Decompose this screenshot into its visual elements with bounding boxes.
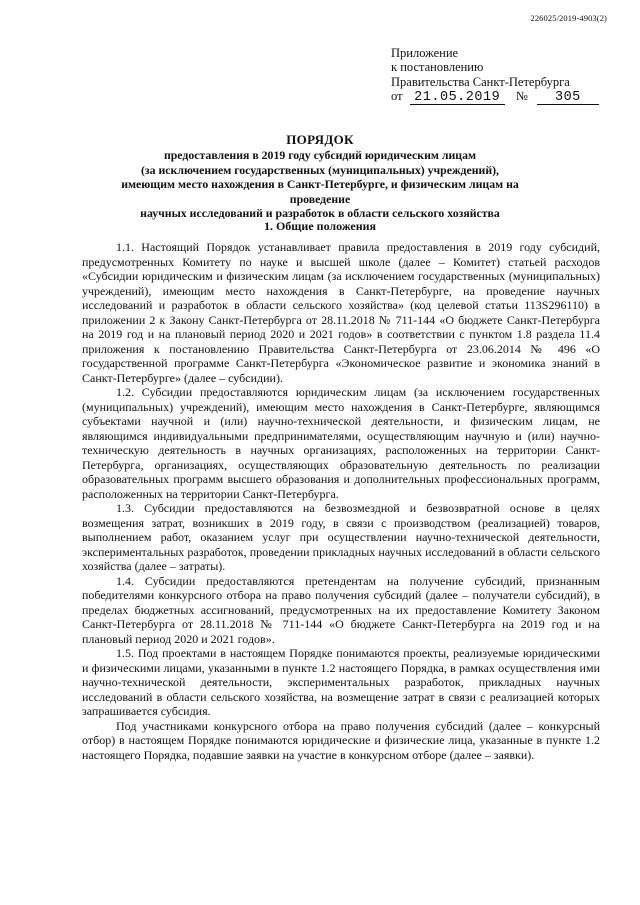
attachment-line-3: Правительства Санкт-Петербурга [391,74,570,89]
paragraph-1-5: 1.5. Под проектами в настоящем Порядке понимаются проекты, реализуемые юридическими и физическими лицами, указанными в пункте 1.2 настоящего Порядка, в рамках осуществления ими научно-технической деятельности, экспериментальных разработок, прикладных научных исследований в области сельского хозяйства, на возмещение затрат в связи с реализацией которых запрашивается субсидия. [82,646,600,718]
from-label: от [391,89,403,104]
subtitle-line: предоставления в 2019 году субсидий юридическим лицам [163,148,477,162]
document-subtitle [110,148,530,221]
paragraph-1-2: 1.2. Субсидии предоставляются юридическим лицам (за исключением государственных (муниципальных) учреждений), имеющим место нахождения в Санкт-Петербурге, являющимся субъектами научной и (или) научно-технической деятельности, и физическим лицам, не являющимся индивидуальными предпринимателями, осуществляющим научную и (или) научно-техническую деятельность в научных организациях, расположенных на территории Санкт-Петербурга, организациях, осуществляющих образовательную деятельность по реализации образовательных программ высшего образования и дополнительных профессиональных программ, расположенных на территории Санкт-Петербурга. [82,385,600,501]
subtitle-line: (за исключением государственных (муниципальных) учреждений), [140,162,499,177]
document-title: ПОРЯДОК [286,132,354,147]
section-heading: 1. Общие положения [263,219,377,233]
attachment-line-2: к постановлению [391,60,484,75]
paragraph-1-4: 1.4. Субсидии предоставляются претендентам на получение субсидий, признанным победителями конкурсного отбора на право получения субсидий (далее – получатели субсидий), в пределах бюджетных ассигнований, предусмотренных на их предоставление Комитету Законом Санкт-Петербурга от 28.11.2018 № 711-144 «О бюджете Санкт-Петербурга на 2019 год и на плановый период 2020 и 2021 годов». [82,573,600,646]
number-label: № [515,89,528,104]
paragraph-participants: Под участниками конкурсного отбора на право получения субсидий (далее – конкурсный отбор) в настоящем Порядке понимаются юридические и физические лица, указанные в пункте 1.2 настоящего Порядка, подавшие заявки на участие в конкурсном отборе (далее – заявки). [82,718,600,762]
subtitle-line: имеющим место нахождения в Санкт-Петербурге, и физическим лицам на проведение [121,177,519,206]
paragraph-1-1: 1.1. Настоящий Порядок устанавливает правила предоставления в 2019 году субсидий, предусмотренных Комитету по науке и высшей школе (далее – Комитет) статьей расходов «Субсидии юридическим и физическим лицам (за исключением государственных (муниципальных) учреждений), имеющим место нахождения в Санкт-Петербурге, на проведение научных исследований и разработок в области сельского хозяйства» (код целевой статьи 113S296110) в приложении 2 к Закону Санкт-Петербурга от 28.11.2018 № 711-144 «О бюджете Санкт-Петербурга на 2019 год и на плановый период 2020 и 2021 годов» в соответствии с пунктом 1.8 раздела 11.4 приложения к постановлению Правительства Санкт-Петербурга от 23.06.2014 № 496 «О государственной программе Санкт-Петербурга «Экономическое развитие и экономика знаний в Санкт-Петербурге» (далее – субсидии). [82,240,600,385]
document-number: 226025/2019-4903(2) [530,13,607,23]
attachment-block [391,46,621,105]
paragraph-1-3: 1.3. Субсидии предоставляются на безвозмездной и безвозвратной основе в целях возмещения затрат, возникших в 2019 году, в связи с производством (реализацией) товаров, выполнением работ, оказанием услуг при осуществлении научно-технической деятельности, экспериментальных разработок, проведении прикладных научных исследований в области сельского хозяйства (далее – затраты). [82,501,600,573]
subtitle-line: научных исследований и разработок в области сельского хозяйства [140,206,500,221]
attachment-date-line [391,89,621,105]
resolution-date: 21.05.2019 [410,92,505,105]
resolution-number: 305 [537,92,599,105]
attachment-line-1: Приложение [391,46,459,60]
document-body [82,240,600,762]
